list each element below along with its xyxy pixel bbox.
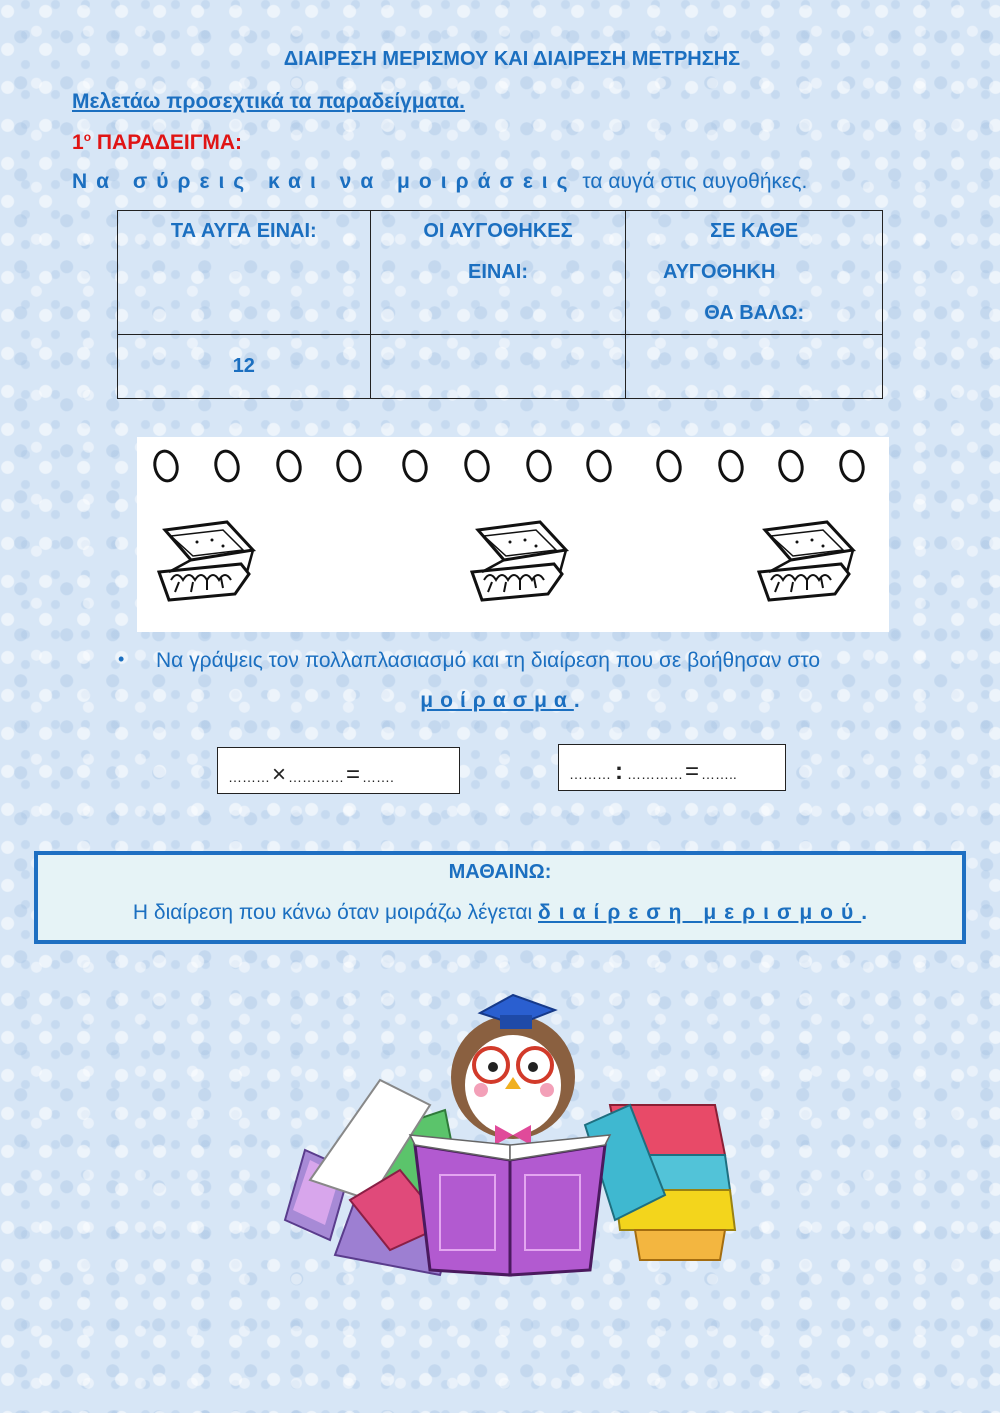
instructions-subtitle: Μελετάω προσεχτικά τα παραδείγματα. (72, 90, 466, 113)
example-heading (72, 130, 242, 155)
multiplication-blank-a[interactable]: ……… (228, 769, 270, 785)
value-cartons-drop-cell[interactable] (370, 335, 626, 399)
division-blank-b[interactable]: ………… (627, 766, 683, 782)
header-per-carton-line: ΑΥΓΟΘΗΚΗ (662, 261, 776, 283)
eggs-table (117, 210, 883, 399)
learn-title: ΜΑΘΑΙΝΩ: (448, 861, 552, 883)
sharing-word-line (0, 689, 1000, 713)
example-label: ΠΑΡΑΔΕΙΓΜΑ: (91, 131, 243, 154)
example-number: 1 (72, 131, 84, 154)
egg-icon[interactable] (335, 449, 363, 483)
header-per-carton-line: ΣΕ ΚΑΘΕ (710, 220, 799, 242)
division-blank-c[interactable]: …….. (701, 766, 737, 782)
egg-icon[interactable] (655, 449, 683, 483)
multiplication-blank-c[interactable]: ……. (362, 769, 394, 785)
sharing-word: μοίρασμα (420, 689, 574, 712)
learn-box (34, 851, 966, 944)
egg-icon[interactable] (777, 449, 805, 483)
learn-text (38, 901, 962, 925)
times-sign: × (272, 761, 287, 788)
learn-end: . (861, 901, 868, 924)
learn-sentence: Η διαίρεση που κάνω όταν μοιράζω λέγεται (132, 901, 539, 924)
instruction-emphasis: Να σύρεις και να μοιράσεις (72, 170, 577, 193)
owl-books-icon (255, 985, 755, 1285)
multiplication-blank-b[interactable]: ………… (288, 769, 345, 785)
drag-instruction (72, 170, 807, 194)
division-sign: : (615, 758, 623, 785)
equals-sign: = (346, 761, 361, 788)
table-value-row (118, 335, 883, 399)
eggs-and-cartons-area (137, 437, 889, 632)
example-ordinal: ο (83, 130, 92, 144)
learn-term: διαίρεση μερισμού (538, 901, 862, 924)
egg-carton-icon[interactable] (759, 522, 853, 600)
egg-icon[interactable] (463, 449, 491, 483)
sharing-word-end: . (573, 689, 580, 712)
books-right-icon (585, 1105, 735, 1260)
egg-icon[interactable] (152, 449, 180, 483)
egg-icon[interactable] (717, 449, 745, 483)
table-header-row (118, 211, 883, 335)
instruction-rest: τα αυγά στις αυγοθήκες. (576, 170, 808, 193)
open-book-icon (410, 1135, 610, 1275)
egg-icon[interactable] (275, 449, 303, 483)
egg-icon[interactable] (838, 449, 866, 483)
eggs-cartons-drawing (137, 437, 889, 632)
egg-icon[interactable] (401, 449, 429, 483)
bullet-instruction (118, 649, 918, 673)
header-eggs-line: ΤΑ ΑΥΓΑ ΕΙΝΑΙ: (170, 220, 317, 242)
page-title: ΔΙΑΙΡΕΣΗ ΜΕΡΙΣΜΟΥ ΚΑΙ ΔΙΑΙΡΕΣΗ ΜΕΤΡΗΣΗΣ (283, 48, 741, 70)
egg-icon[interactable] (585, 449, 613, 483)
egg-icon[interactable] (213, 449, 241, 483)
bullet-icon: • (118, 649, 125, 669)
division-box[interactable] (558, 744, 786, 791)
equals-sign: = (685, 758, 700, 785)
owl-reading-illustration (255, 985, 755, 1290)
egg-carton-icon[interactable] (472, 522, 566, 600)
bullet-text: Να γράψεις τον πολλαπλασιασμό και τη διαίρεση που σε βοήθησαν στο (156, 649, 820, 672)
value-eggs: 12 (118, 335, 371, 399)
header-cartons-line: ΕΙΝΑΙ: (467, 261, 528, 283)
header-per-carton (626, 211, 883, 335)
multiplication-box[interactable] (217, 747, 460, 794)
egg-carton-icon[interactable] (159, 522, 253, 600)
division-blank-a[interactable]: ……… (569, 766, 611, 782)
header-cartons-line: ΟΙ ΑΥΓΟΘΗΚΕΣ (423, 220, 573, 242)
value-per-carton-drop-cell[interactable] (626, 335, 883, 399)
egg-icon[interactable] (525, 449, 553, 483)
header-eggs (118, 211, 371, 335)
owl-icon (451, 995, 575, 1145)
header-per-carton-line: ΘΑ ΒΑΛΩ: (704, 302, 805, 324)
